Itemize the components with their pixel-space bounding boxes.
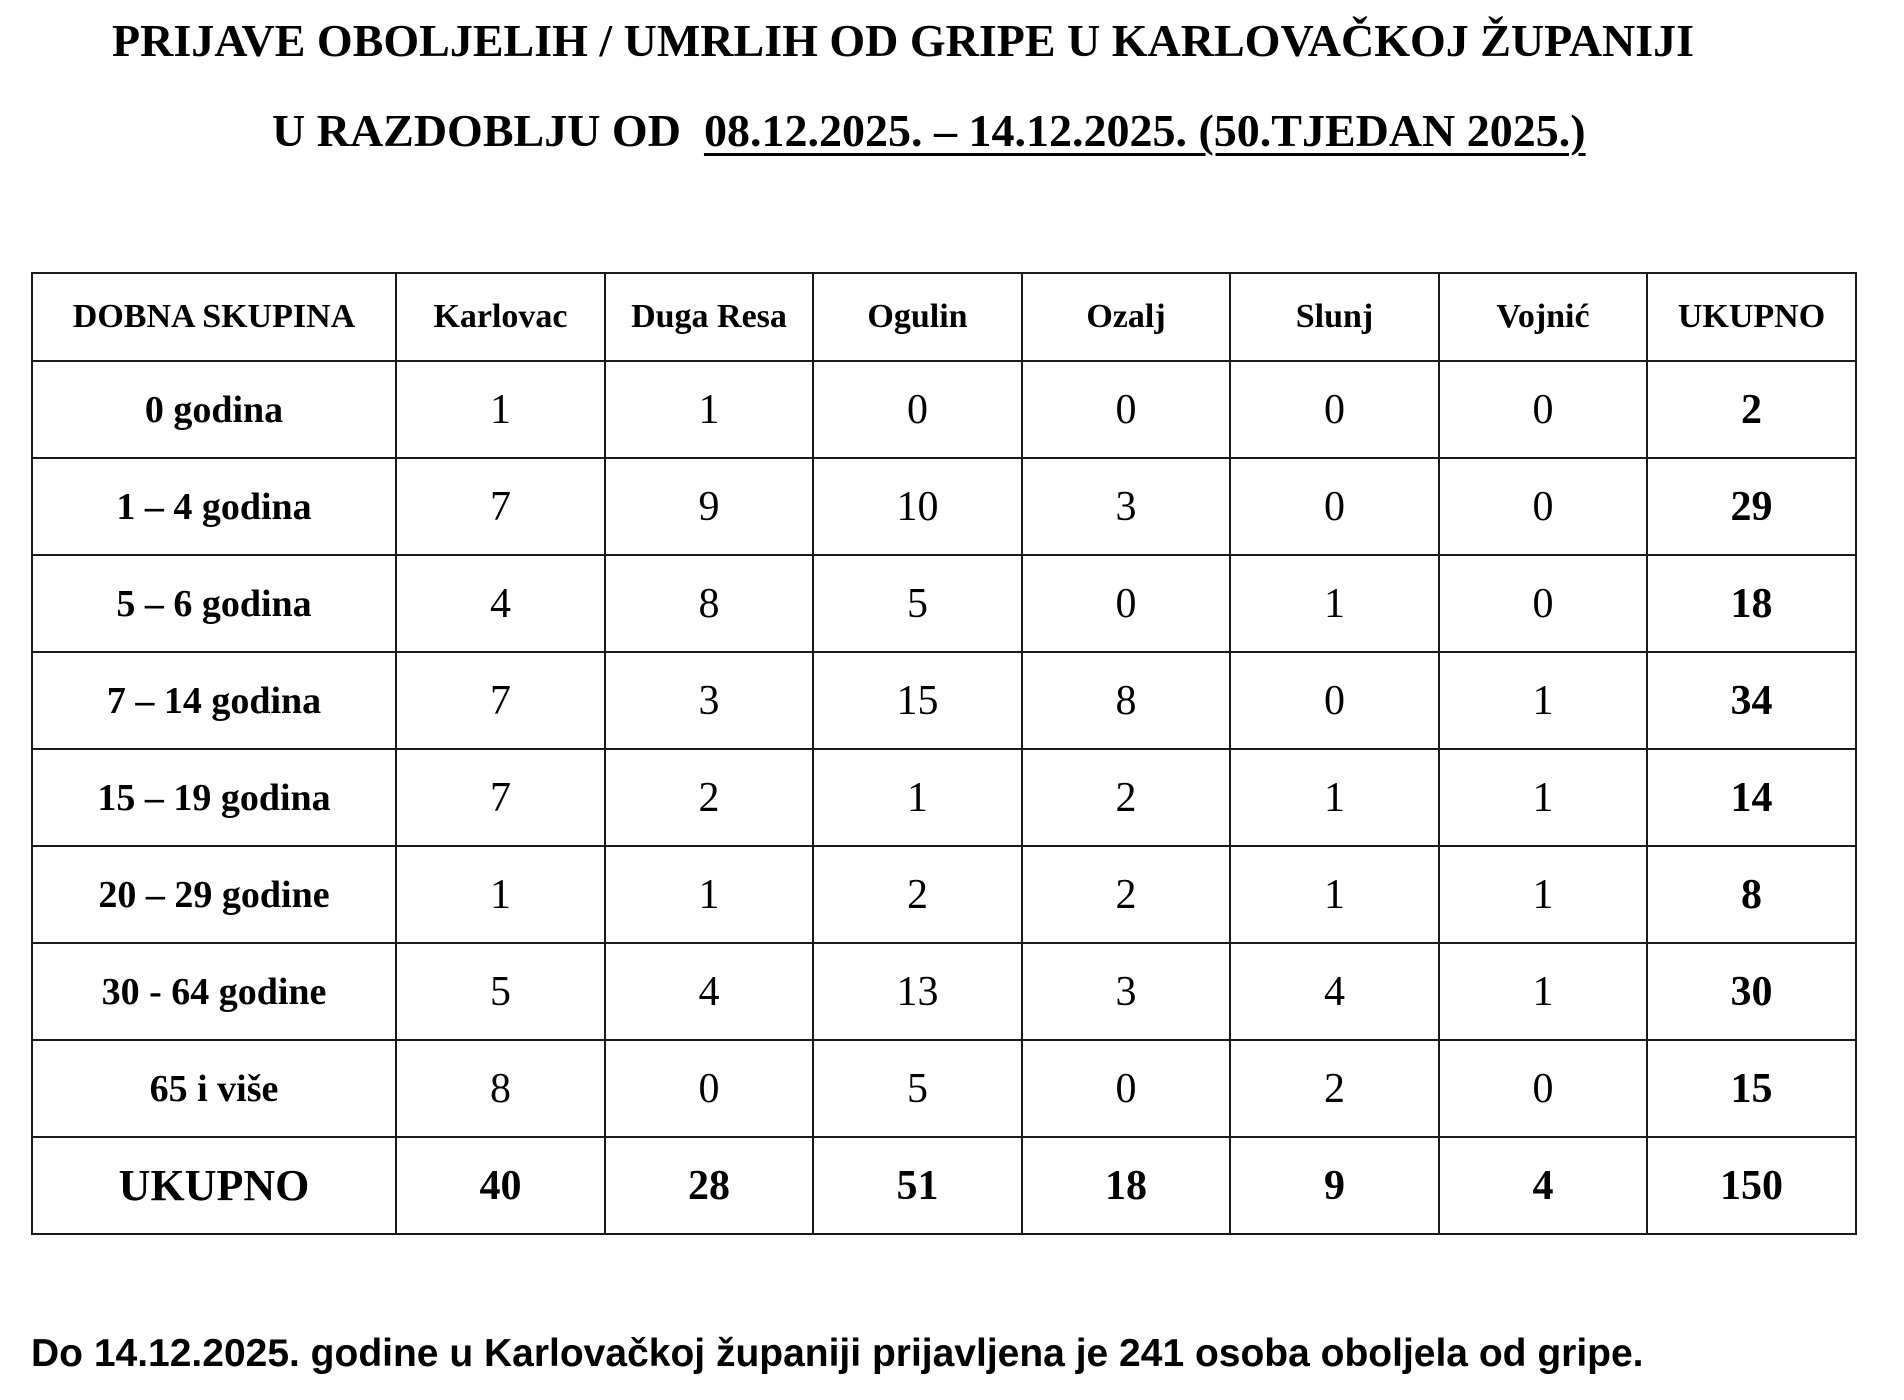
- header-duga-resa: Duga Resa: [605, 273, 813, 361]
- header-total: UKUPNO: [1647, 273, 1856, 361]
- value-cell: 4: [396, 555, 605, 652]
- value-cell: 1: [813, 749, 1022, 846]
- value-cell: 8: [1022, 652, 1230, 749]
- influenza-report-table: [31, 272, 1857, 1235]
- column-total-cell: 51: [813, 1137, 1022, 1234]
- value-cell: 0: [1022, 555, 1230, 652]
- value-cell: 8: [396, 1040, 605, 1137]
- value-cell: 0: [813, 361, 1022, 458]
- row-total-cell: 18: [1647, 555, 1856, 652]
- value-cell: 7: [396, 458, 605, 555]
- age-group-cell: 5 – 6 godina: [32, 555, 396, 652]
- table-row: [32, 361, 1856, 458]
- header-vojnic: Vojnić: [1439, 273, 1647, 361]
- value-cell: 3: [605, 652, 813, 749]
- value-cell: 2: [1022, 749, 1230, 846]
- header-slunj: Slunj: [1230, 273, 1439, 361]
- header-ozalj: Ozalj: [1022, 273, 1230, 361]
- table-row: [32, 943, 1856, 1040]
- header-age-group: DOBNA SKUPINA: [32, 273, 396, 361]
- value-cell: 9: [605, 458, 813, 555]
- value-cell: 1: [1439, 943, 1647, 1040]
- value-cell: 0: [1439, 458, 1647, 555]
- value-cell: 0: [1230, 652, 1439, 749]
- value-cell: 0: [1439, 555, 1647, 652]
- value-cell: 0: [605, 1040, 813, 1137]
- period-prefix: U RAZDOBLJU OD: [272, 105, 681, 156]
- value-cell: 2: [1230, 1040, 1439, 1137]
- row-total-cell: 2: [1647, 361, 1856, 458]
- column-total-cell: 28: [605, 1137, 813, 1234]
- table-row: [32, 846, 1856, 943]
- value-cell: 2: [605, 749, 813, 846]
- header-karlovac: Karlovac: [396, 273, 605, 361]
- value-cell: 1: [396, 846, 605, 943]
- value-cell: 1: [605, 846, 813, 943]
- value-cell: 1: [1230, 846, 1439, 943]
- table-row: [32, 555, 1856, 652]
- row-total-cell: 29: [1647, 458, 1856, 555]
- total-label-cell: UKUPNO: [32, 1137, 396, 1234]
- value-cell: 0: [1230, 361, 1439, 458]
- document-title-line-2: [272, 104, 1904, 157]
- grand-total-cell: 150: [1647, 1137, 1856, 1234]
- value-cell: 8: [605, 555, 813, 652]
- value-cell: 5: [813, 555, 1022, 652]
- value-cell: 13: [813, 943, 1022, 1040]
- value-cell: 1: [396, 361, 605, 458]
- row-total-cell: 30: [1647, 943, 1856, 1040]
- age-group-cell: 7 – 14 godina: [32, 652, 396, 749]
- value-cell: 0: [1439, 361, 1647, 458]
- table-row: [32, 652, 1856, 749]
- value-cell: 0: [1439, 1040, 1647, 1137]
- column-total-cell: 9: [1230, 1137, 1439, 1234]
- value-cell: 1: [1230, 749, 1439, 846]
- period-range: 08.12.2025. – 14.12.2025. (50.TJEDAN 2025.): [703, 105, 1586, 156]
- table-total-row: [32, 1137, 1856, 1234]
- value-cell: 4: [605, 943, 813, 1040]
- table-row: [32, 458, 1856, 555]
- value-cell: 1: [1439, 846, 1647, 943]
- column-total-cell: 4: [1439, 1137, 1647, 1234]
- value-cell: 7: [396, 652, 605, 749]
- value-cell: 0: [1230, 458, 1439, 555]
- value-cell: 1: [1439, 749, 1647, 846]
- value-cell: 3: [1022, 943, 1230, 1040]
- value-cell: 2: [813, 846, 1022, 943]
- table-row: [32, 749, 1856, 846]
- value-cell: 5: [396, 943, 605, 1040]
- value-cell: 3: [1022, 458, 1230, 555]
- row-total-cell: 34: [1647, 652, 1856, 749]
- cumulative-summary-note: Do 14.12.2025. godine u Karlovačkoj županiji prijavljena je 241 osoba oboljela od gripe.: [31, 1332, 1644, 1375]
- age-group-cell: 20 – 29 godine: [32, 846, 396, 943]
- value-cell: 1: [1439, 652, 1647, 749]
- row-total-cell: 15: [1647, 1040, 1856, 1137]
- column-total-cell: 18: [1022, 1137, 1230, 1234]
- value-cell: 2: [1022, 846, 1230, 943]
- value-cell: 0: [1022, 361, 1230, 458]
- column-total-cell: 40: [396, 1137, 605, 1234]
- value-cell: 1: [605, 361, 813, 458]
- value-cell: 4: [1230, 943, 1439, 1040]
- age-group-cell: 65 i više: [32, 1040, 396, 1137]
- age-group-cell: 30 - 64 godine: [32, 943, 396, 1040]
- value-cell: 0: [1022, 1040, 1230, 1137]
- value-cell: 1: [1230, 555, 1439, 652]
- age-group-cell: 15 – 19 godina: [32, 749, 396, 846]
- row-total-cell: 8: [1647, 846, 1856, 943]
- value-cell: 15: [813, 652, 1022, 749]
- table-row: [32, 1040, 1856, 1137]
- header-ogulin: Ogulin: [813, 273, 1022, 361]
- value-cell: 7: [396, 749, 605, 846]
- value-cell: 5: [813, 1040, 1022, 1137]
- document-title-line-1: PRIJAVE OBOLJELIH / UMRLIH OD GRIPE U KARLOVAČKOJ ŽUPANIJI: [112, 15, 1695, 66]
- value-cell: 10: [813, 458, 1022, 555]
- age-group-cell: 0 godina: [32, 361, 396, 458]
- table-header-row: [32, 273, 1856, 361]
- age-group-cell: 1 – 4 godina: [32, 458, 396, 555]
- row-total-cell: 14: [1647, 749, 1856, 846]
